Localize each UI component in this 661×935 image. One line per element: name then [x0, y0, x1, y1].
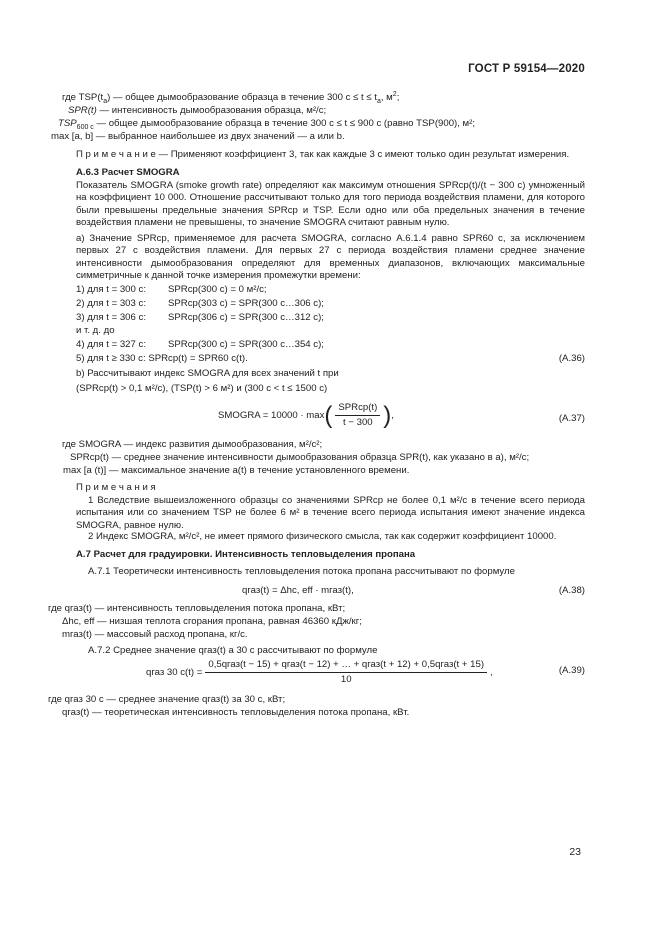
- paragraph-smogra-definition: Показатель SMOGRA (smoke growth rate) определяют как максимум отношения SPRср(t)/(t − 300 с) умноженный на коэффициент 10 000. Отношение рассчитывают только для того периода воздействия пламени, для которого были превышены предельные значения SPRср и TSP. Если одно или оба предельных значения в течение воздействия пламени не превышены, то значение SMOGRA считают равным нулю.: [76, 180, 585, 229]
- equation-number-a36: (А.36): [558, 353, 585, 364]
- standard-header: ГОСТ Р 59154—2020: [468, 63, 585, 75]
- paragraph-a72: А.7.2 Среднее значение qгаз(t) а 30 с рассчитывают по формуле: [88, 645, 378, 656]
- section-heading-a63: А.6.3 Расчет SMOGRA: [76, 167, 180, 178]
- list-item-4: 4) для t = 327 с:: [76, 339, 146, 350]
- definition-max-a: max [a (t)] — максимальное значение a(t) в течение установленного времени.: [63, 465, 410, 476]
- definition-max: max [a, b] — выбранное наибольшее из двух значений — a или b.: [51, 131, 345, 142]
- equation-a39: qгаз 30 с(t) = 0,5qгаз(t − 15) + qгаз(t − 12) + … + qгаз(t + 12) + 0,5qгаз(t + 15) 10 ,: [146, 659, 493, 686]
- list-item-2-value: SPRср(303 с) = SPR(300 с…306 с);: [168, 298, 324, 309]
- equation-number-a39: (А.39): [558, 665, 585, 676]
- definition-qgaz-theoretical: qгаз(t) — теоретическая интенсивность тепловыделения потока пропана, кВт.: [62, 707, 410, 718]
- list-item-2: 2) для t = 303 с:: [76, 298, 146, 309]
- definition-qgaz: где qгаз(t) — интенсивность тепловыделения потока пропана, кВт;: [48, 603, 346, 614]
- definition-dh: Δhc, eff — низшая теплота сгорания пропана, равная 46360 кДж/кг;: [62, 616, 362, 627]
- definition-sprcp: SPRср(t) — среднее значение интенсивности дымообразования образца SPR(t), как указано в а), м²/с;: [70, 452, 530, 463]
- list-item-1: 1) для t = 300 с:: [76, 284, 146, 295]
- list-item-3-value: SPRср(306 с) = SPR(300 с…312 с);: [168, 312, 324, 323]
- note-1: П р и м е ч а н и е — Применяют коэффициент 3, так как каждые 3 с имеют только один результат измерения.: [76, 149, 570, 160]
- paragraph-a71: А.7.1 Теоретически интенсивность тепловыделения потока пропана рассчитывают по формуле: [88, 566, 515, 577]
- list-item-etc: и т. д. до: [76, 325, 115, 336]
- list-item-4-value: SPRср(300 с) = SPR(300 с…354 с);: [168, 339, 324, 350]
- list-item-1-value: SPRср(300 с) = 0 м²/с;: [168, 284, 267, 295]
- equation-a38: qгаз(t) = Δhc, eff · mгаз(t),: [242, 585, 354, 596]
- list-item-3: 3) для t = 306 с:: [76, 312, 146, 323]
- definition-mgaz: mгаз(t) — массовый расход пропана, кг/с.: [62, 629, 248, 640]
- definition-qgaz30: где qгаз 30 с — среднее значение qгаз(t) за 30 с, кВт;: [48, 694, 286, 705]
- list-item-5: 5) для t ≥ 330 с: SPRср(t) = SPR60 с(t).: [76, 353, 248, 364]
- definition-tsp600: $TSP_{600 с}$ — общее дымообразование образца в течение 300 с ≤ t ≤ 900 с (равно TSP(900), м²;: [58, 118, 476, 131]
- definition-spr: SPR(t) — интенсивность дымообразования образца, м²/с;: [68, 105, 327, 116]
- notes-label: П р и м е ч а н и я: [76, 482, 156, 493]
- equation-number-a38: (А.38): [558, 585, 585, 596]
- section-heading-a7: А.7 Расчет для градуировки. Интенсивность тепловыделения пропана: [76, 549, 416, 560]
- definition-tsp: где $TSP(t_a)$ — общее дымообразование образца в течение 300 $с \le t \le t_a$, $м^2$;: [62, 90, 400, 105]
- paragraph-spr-values: а) Значение SPRср, применяемое для расчета SMOGRA, согласно А.6.1.4 равно SPR60 с, за исключением первых 27 с воздействия пламени. Для первых 27 с периода воздействия пламени среднее значение интенсивности дымообразования определяют для временных диапазонов, включающих максимальные симметричные к данной точке измерения промежутки времени:: [76, 233, 585, 282]
- note-2-1: 1 Вследствие вышеизложенного образцы со значениями SPRср не более 0,1 м²/с в течение всего периода испытания или со значением TSP не более 6 м² в течение всего периода испытания имеют значение индекса SMOGRA, равное нулю.: [76, 495, 585, 531]
- note-2-2: 2 Индекс SMOGRA, м²/с², не имеет прямого физического смысла, так как содержит коэффициент 10000.: [88, 531, 557, 542]
- equation-a37: SMOGRA = 10000 · max ( $\frac{\text{SPRср(t)}}{t - 300}$ ) ,: [218, 401, 394, 429]
- equation-number-a37: (А.37): [558, 413, 585, 424]
- paragraph-b: b) Рассчитывают индекс SMOGRA для всех значений t при: [76, 368, 339, 379]
- condition-line: (SPRср(t) > 0,1 м²/с), (TSP(t) > 6 м²) и (300 с < t ≤ 1500 с): [76, 383, 328, 394]
- page-number: 23: [569, 846, 581, 858]
- definition-smogra: где SMOGRA — индекс развития дымообразования, м²/с²;: [62, 439, 323, 450]
